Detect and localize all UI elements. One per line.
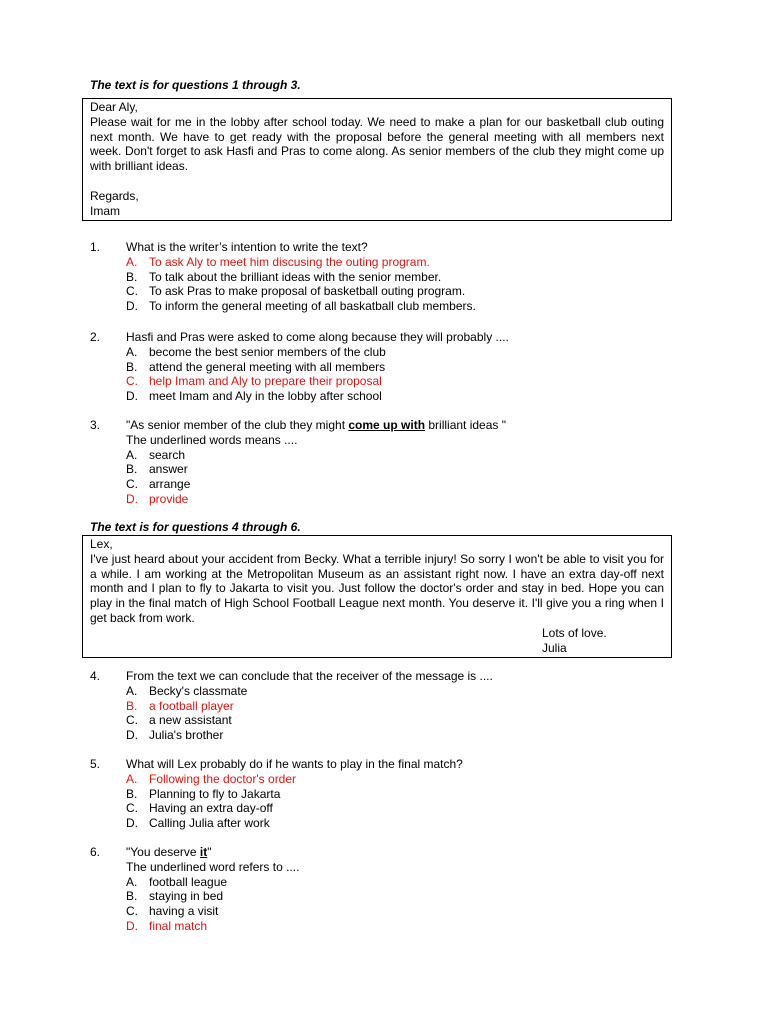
option-c[interactable]: C. a new assistant xyxy=(126,713,232,728)
letter-box-1 xyxy=(82,98,672,221)
option-a[interactable]: A. Following the doctor's order xyxy=(126,771,297,786)
letter2-greeting: Lex, xyxy=(90,537,113,551)
underlined-phrase: come up with xyxy=(348,418,426,432)
option-a[interactable]: A. football league xyxy=(126,874,228,889)
question-number: 1. xyxy=(90,240,101,254)
question-prompt: "As senior member of the club they might come up with brilliant ideas " xyxy=(126,418,506,432)
option-a[interactable]: A. become the best senior members of the club xyxy=(126,344,386,359)
letter2-closing: Lots of love. xyxy=(542,625,607,640)
option-b[interactable]: B. attend the general meeting with all members xyxy=(126,359,386,374)
option-b[interactable]: B. a football player xyxy=(126,698,234,713)
question-number: 3. xyxy=(90,418,101,432)
question-2 xyxy=(90,330,660,404)
section2-heading: The text is for questions 4 through 6. xyxy=(90,520,301,534)
question-prompt-2: The underlined words means .... xyxy=(126,432,298,447)
question-3 xyxy=(90,418,660,507)
question-prompt: What will Lex probably do if he wants to play in the final match? xyxy=(126,757,463,771)
option-b[interactable]: B. To talk about the brilliant ideas with the senior member. xyxy=(126,269,442,284)
question-prompt: "You deserve it" xyxy=(126,845,212,859)
option-c[interactable]: C. arrange xyxy=(126,477,191,492)
option-c[interactable]: C. help Imam and Aly to prepare their proposal xyxy=(126,374,382,389)
option-d[interactable]: D. To inform the general meeting of all baskatball club members. xyxy=(126,299,476,314)
option-a[interactable]: A. Becky's classmate xyxy=(126,683,248,698)
option-a[interactable]: A. To ask Aly to meet him discusing the outing program. xyxy=(126,254,430,269)
section1-heading: The text is for questions 1 through 3. xyxy=(90,78,301,92)
letter-box-2 xyxy=(82,535,672,658)
question-1 xyxy=(90,240,660,314)
question-prompt: From the text we can conclude that the receiver of the message is .... xyxy=(126,669,493,683)
option-d[interactable]: D. Julia's brother xyxy=(126,728,224,743)
letter1-greeting: Dear Aly, xyxy=(90,100,138,114)
option-b[interactable]: B. Planning to fly to Jakarta xyxy=(126,786,281,801)
letter2-body: I've just heard about your accident from Becky. What a terrible injury! So sorry I won't be able to visit you for a while. I am working at the Metropolitan Museum as an assistant right now. I have an extra day-off next month and I plan to fly to Jakarta to visit you. Just follow the doctor's order and stay in bed. Hope you can play in the final match of High School Football League next month. You deserve it. I'll give you a ring when I get back from work. xyxy=(90,551,664,625)
option-d[interactable]: D. provide xyxy=(126,491,189,506)
question-5 xyxy=(90,757,660,831)
option-a[interactable]: A. search xyxy=(126,447,186,462)
letter2-signature: Julia xyxy=(542,640,567,655)
option-c[interactable]: C. Having an extra day-off xyxy=(126,801,273,816)
question-prompt: Hasfi and Pras were asked to come along because they will probably .... xyxy=(126,330,509,344)
question-prompt: What is the writer’s intention to write the text? xyxy=(126,240,368,254)
question-4 xyxy=(90,669,660,743)
question-number: 2. xyxy=(90,330,101,344)
option-c[interactable]: C. having a visit xyxy=(126,904,219,919)
option-b[interactable]: B. answer xyxy=(126,462,188,477)
question-number: 6. xyxy=(90,845,101,859)
option-d[interactable]: D. final match xyxy=(126,918,208,933)
question-number: 5. xyxy=(90,757,101,771)
question-number: 4. xyxy=(90,669,101,683)
question-prompt-2: The underlined word refers to .... xyxy=(126,859,300,874)
letter1-body: Please wait for me in the lobby after school today. We need to make a plan for our basketball club outing next month. We have to get ready with the proposal before the general meeting with all members next week. Don't forget to ask Hasfi and Pras to come along. As senior members of the club they might come up with brilliant ideas. xyxy=(90,114,664,174)
letter1-closing: Regards, xyxy=(90,188,139,203)
option-c[interactable]: C. To ask Pras to make proposal of basketball outing program. xyxy=(126,284,466,299)
option-d[interactable]: D. meet Imam and Aly in the lobby after school xyxy=(126,389,382,404)
question-6 xyxy=(90,845,660,934)
option-d[interactable]: D. Calling Julia after work xyxy=(126,816,270,831)
option-b[interactable]: B. staying in bed xyxy=(126,889,224,904)
underlined-word: it xyxy=(199,845,208,859)
letter1-signature: Imam xyxy=(90,203,120,218)
